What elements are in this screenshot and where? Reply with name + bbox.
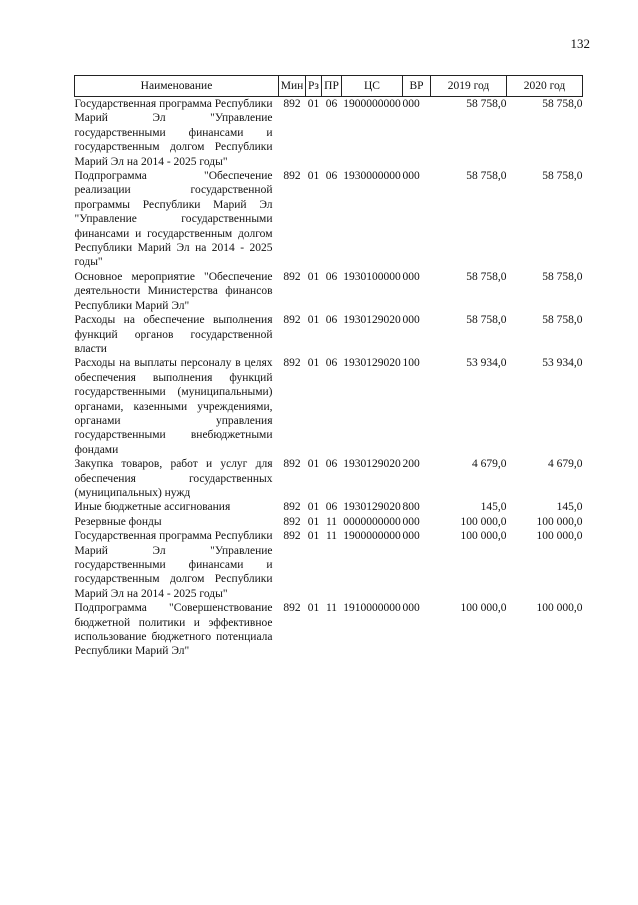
row-rz: 01: [307, 314, 320, 327]
row-min: 892: [283, 314, 301, 327]
row-name: Резервные фонды: [74, 515, 162, 528]
row-min: 892: [283, 530, 301, 543]
row-cs: 1930129020: [343, 314, 401, 327]
row-pr: 06: [325, 170, 338, 183]
table-row: [75, 529, 583, 601]
header-pr: ПР: [322, 76, 342, 97]
table-header: [75, 76, 583, 97]
row-vr: 000: [402, 530, 420, 543]
row-vr: 800: [402, 501, 420, 514]
header-vr: ВР: [403, 76, 431, 97]
header-cs: ЦС: [342, 76, 403, 97]
row-rz: 01: [307, 515, 320, 528]
row-name: Государственная программа Республики Марий Эл "Управление государственными финансами и государственным долгом Республики Марий Эл на 2014 - 2025 годы": [74, 98, 273, 168]
row-2019: 100 000,0: [460, 530, 507, 543]
row-2020: 4 679,0: [548, 458, 583, 471]
header-2020: 2020 год: [507, 76, 583, 97]
row-2019: 58 758,0: [466, 98, 507, 110]
table-row: [75, 515, 583, 529]
row-name: Расходы на выплаты персоналу в целях обеспечения выполнения функций государственными (муниципальными) органами, казенными учреждениями, органами управления государственными внебюджетными фондами: [74, 357, 273, 456]
row-2019: 4 679,0: [472, 458, 507, 471]
row-2019: 100 000,0: [460, 515, 507, 528]
row-min: 892: [283, 270, 301, 283]
row-2020: 100 000,0: [536, 602, 583, 615]
row-pr: 06: [325, 98, 338, 110]
table-row: [75, 313, 583, 356]
row-vr: 000: [402, 170, 420, 183]
row-min: 892: [283, 357, 301, 370]
row-2020: 58 758,0: [542, 98, 583, 110]
row-vr: 000: [402, 98, 420, 110]
row-rz: 01: [307, 98, 320, 110]
row-vr: 000: [402, 314, 420, 327]
row-vr: 200: [402, 458, 420, 471]
row-rz: 01: [307, 170, 320, 183]
header-2019: 2019 год: [431, 76, 507, 97]
table-row: [75, 270, 583, 313]
row-2019: 145,0: [480, 501, 507, 514]
row-2020: 145,0: [556, 501, 583, 514]
row-min: 892: [283, 501, 301, 514]
table-body: [75, 97, 583, 659]
row-cs: 0000000000: [343, 515, 401, 528]
row-2019: 58 758,0: [466, 270, 507, 283]
row-2019: 58 758,0: [466, 170, 507, 183]
row-2020: 53 934,0: [542, 357, 583, 370]
row-2019: 58 758,0: [466, 314, 507, 327]
row-vr: 000: [402, 515, 420, 528]
row-2020: 100 000,0: [536, 515, 583, 528]
header-rz: Рз: [306, 76, 322, 97]
row-rz: 01: [307, 501, 320, 514]
row-pr: 06: [325, 314, 338, 327]
row-name: Подпрограмма "Совершенствование бюджетной политики и эффективное использование бюджетного потенциала Республики Марий Эл": [74, 602, 273, 658]
row-2019: 100 000,0: [460, 602, 507, 615]
row-rz: 01: [307, 530, 320, 543]
row-cs: 1930000000: [343, 170, 401, 183]
row-min: 892: [283, 602, 301, 615]
table-row: [75, 97, 583, 170]
row-2020: 100 000,0: [536, 530, 583, 543]
row-2020: 58 758,0: [542, 314, 583, 327]
header-name: Наименование: [75, 76, 279, 97]
row-pr: 11: [325, 602, 338, 615]
row-rz: 01: [307, 602, 320, 615]
row-2020: 58 758,0: [542, 270, 583, 283]
row-name: Подпрограмма "Обеспечение реализации государственной программы Республики Марий Эл "Управление государственными финансами и государственным долгом Республики Марий Эл на 2014 - 2025 годы": [74, 170, 273, 269]
page-number: 132: [570, 36, 590, 51]
row-name: Закупка товаров, работ и услуг для обеспечения государственных (муниципальных) нужд: [74, 458, 273, 499]
row-pr: 11: [325, 515, 338, 528]
row-vr: 000: [402, 602, 420, 615]
row-pr: 06: [325, 501, 338, 514]
row-cs: 1910000000: [343, 602, 401, 615]
row-vr: 100: [402, 357, 420, 370]
table-row: [75, 500, 583, 514]
row-vr: 000: [402, 270, 420, 283]
table-row: [75, 601, 583, 659]
table-row: [75, 169, 583, 270]
budget-table: [74, 75, 583, 659]
row-name: Государственная программа Республики Марий Эл "Управление государственными финансами и государственным долгом Республики Марий Эл на 2014 - 2025 годы": [74, 530, 273, 600]
header-min: Мин: [279, 76, 306, 97]
row-name: Расходы на обеспечение выполнения функций органов государственной власти: [74, 314, 273, 355]
row-cs: 1930129020: [343, 357, 401, 370]
row-cs: 1930100000: [343, 270, 401, 283]
row-cs: 1930129020: [343, 458, 401, 471]
row-min: 892: [283, 515, 301, 528]
row-rz: 01: [307, 458, 320, 471]
row-pr: 11: [325, 530, 338, 543]
table-row: [75, 356, 583, 457]
row-name: Иные бюджетные ассигнования: [74, 501, 231, 514]
table-row: [75, 457, 583, 500]
row-rz: 01: [307, 357, 320, 370]
row-pr: 06: [325, 458, 338, 471]
row-min: 892: [283, 170, 301, 183]
row-cs: 1930129020: [343, 501, 401, 514]
row-name: Основное мероприятие "Обеспечение деятельности Министерства финансов Республики Марий Эл": [74, 270, 273, 312]
row-min: 892: [283, 458, 301, 471]
row-min: 892: [283, 98, 301, 110]
row-2019: 53 934,0: [466, 357, 507, 370]
row-cs: 1900000000: [343, 530, 401, 543]
row-rz: 01: [307, 270, 320, 283]
row-pr: 06: [325, 357, 338, 370]
row-2020: 58 758,0: [542, 170, 583, 183]
row-cs: 1900000000: [343, 98, 401, 110]
row-pr: 06: [325, 270, 338, 283]
